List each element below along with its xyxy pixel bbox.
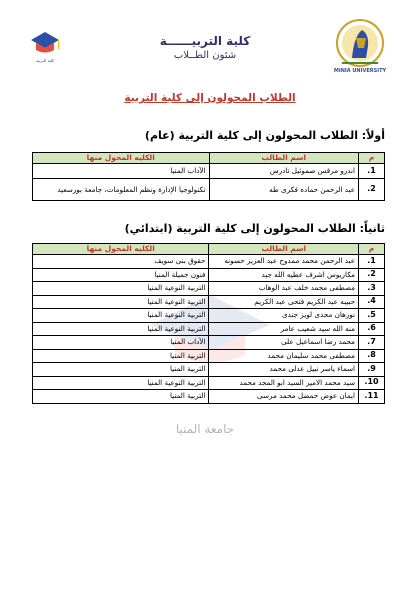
table-header-row [33,244,385,255]
student-name: محمد رضا اسماعيل على [209,336,359,350]
previous-faculty: التربية النوعية المنيا [33,282,209,296]
row-num: 2. [359,268,385,282]
student-name: عبد الرحمن محمد ممدوح عبد العزيز حسونه [209,255,359,269]
previous-faculty: الآداب المنيا [33,164,210,179]
student-name: اسماء ياسر نبيل عدلى محمد [209,363,359,377]
col-header-num: م [359,244,385,255]
col-header-num: م [359,153,385,164]
student-name: ايمان عوض حمضل محمد مرسى [209,390,359,404]
student-name: منه الله سيد شعيب عامر [209,322,359,336]
student-name: حبيبه عبد الكريم فتحى عبد الكريم [209,295,359,309]
row-num: 1. [359,164,385,179]
previous-faculty: التربية المنيا [33,390,209,404]
row-num: 1. [359,255,385,269]
previous-faculty: فنون جميلة المنيا [33,268,209,282]
previous-faculty: التربية المنيا [33,349,209,363]
col-header-name: اسم الطالب [209,153,359,164]
row-num: 7. [359,336,385,350]
student-name: مصطفى محمد سليمان محمد [209,349,359,363]
document-title: الطلاب المحولون إلى كلية التربية [124,92,296,104]
section1-title: أولاً: الطلاب المحولون إلى كلية التربية (عام) [144,129,385,142]
student-name: نورهان مجدى لويز جندى [209,309,359,323]
table-row [33,322,385,336]
university-logo [332,18,388,76]
student-name: سيد محمد الامير السيد ابو المجد محمد [209,376,359,390]
col-header-from: الكليه المحول منها [33,244,209,255]
student-name: مصطفى محمد خلف عبد الوهاب [209,282,359,296]
faculty-logo [26,30,64,70]
row-num: 5. [359,309,385,323]
section2-title: ثانياً: الطلاب المحولون إلى كلية التربية (ابتدائي) [124,222,385,235]
section2-table [32,243,385,404]
signature-stamp: جامعة المنيا [175,422,235,436]
row-num: 6. [359,322,385,336]
row-num: 2. [359,179,385,201]
previous-faculty: التربية النوعية المنيا [33,376,209,390]
student-name: مكاريوس اشرف عطيه الله جيد [209,268,359,282]
student-name: عبد الرحمن حماده فكرى طه [209,179,359,201]
table-header-row [33,153,385,164]
previous-faculty: الآداب المنيا [33,336,209,350]
university-name: MINIA UNIVERSITY [333,68,387,74]
table-row [33,164,385,179]
table-row [33,390,385,404]
department-name: شئون الطــلاب [173,50,237,61]
table-row [33,336,385,350]
previous-faculty: التربية النوعية المنيا [33,322,209,336]
section1-table [32,152,385,201]
table-row [33,363,385,377]
table-row [33,349,385,363]
row-num: 11. [359,390,385,404]
col-header-name: اسم الطالب [209,244,359,255]
row-num: 3. [359,282,385,296]
table-row [33,309,385,323]
col-header-from: الكليه المحول منها [33,153,210,164]
table-row [33,376,385,390]
row-num: 8. [359,349,385,363]
row-num: 10. [359,376,385,390]
table-row [33,282,385,296]
faculty-logo-caption: كلية التربية [35,58,55,63]
table-row [33,295,385,309]
faculty-logo-icon [26,30,64,60]
header-titles [130,34,280,61]
table-row [33,268,385,282]
university-seal-icon [332,18,388,68]
table-row [33,179,385,201]
student-name: اندرو مرقس صموئيل تادرس [209,164,359,179]
row-num: 4. [359,295,385,309]
previous-faculty: التربية النوعية المنيا [33,295,209,309]
previous-faculty: حقوق بنى سويف [33,255,209,269]
previous-faculty: التربية النوعية المنيا [33,309,209,323]
previous-faculty: تكنولوجيا الإدارة ونظم المعلومات، جامعة بورسعيد [33,179,210,201]
row-num: 9. [359,363,385,377]
table-row [33,255,385,269]
faculty-name: كلية التربيــــــة [159,34,251,48]
previous-faculty: التربية المنيا [33,363,209,377]
